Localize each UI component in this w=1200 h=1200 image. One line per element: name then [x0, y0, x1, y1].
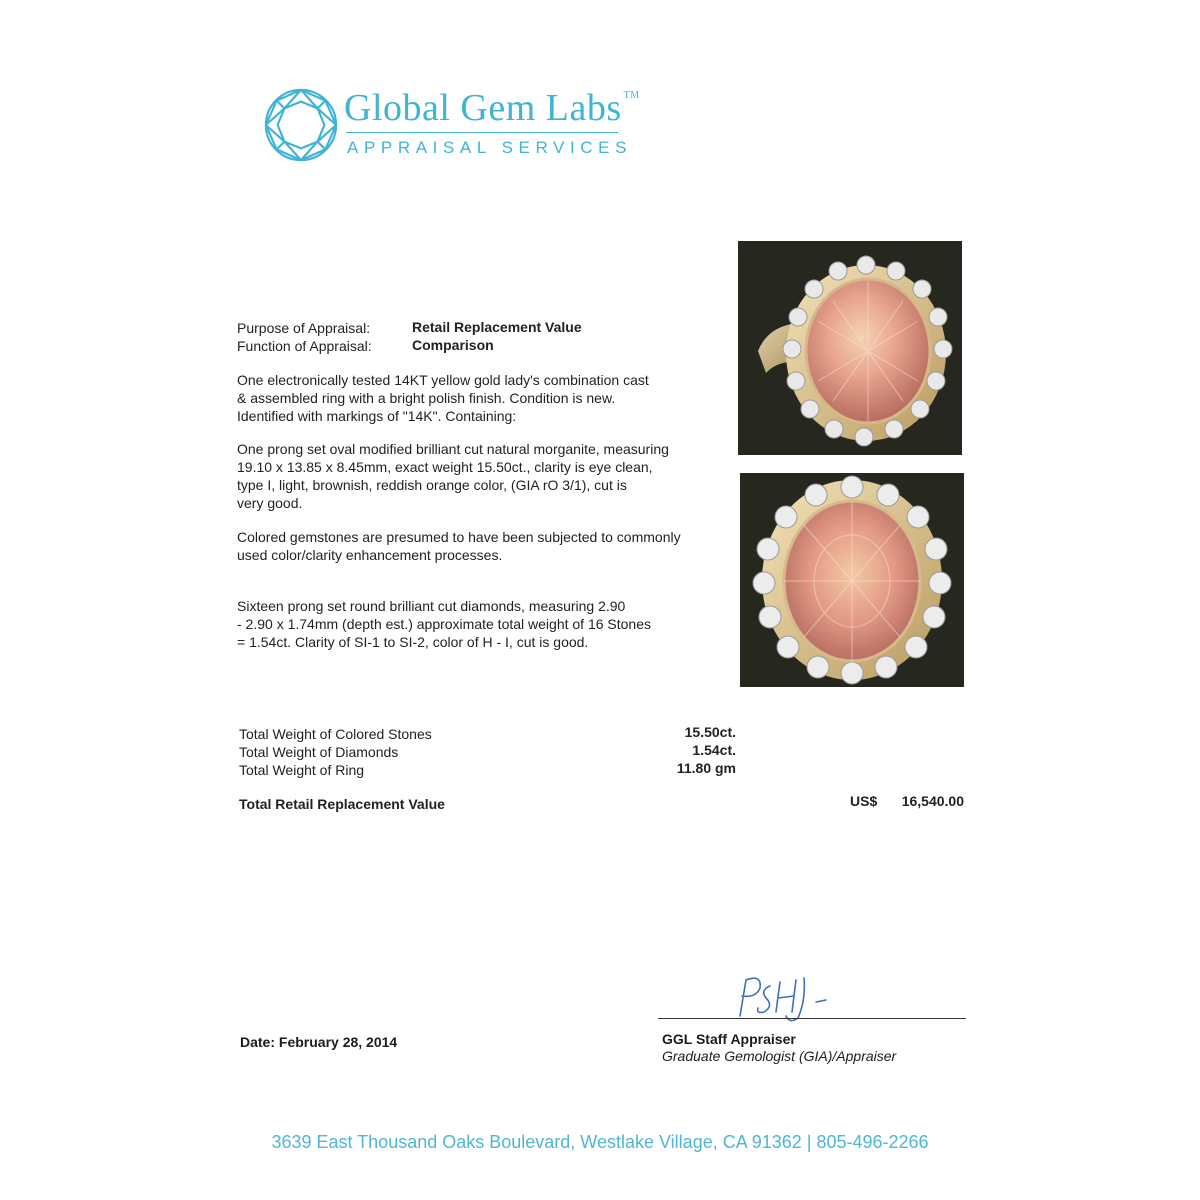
gem-outline-icon	[262, 86, 340, 164]
currency-code: US$	[850, 793, 878, 809]
total-diamonds-value: 1.54ct.	[692, 742, 736, 758]
brand-name: Global Gem Labs ™	[344, 87, 640, 129]
enhancement-note: Colored gemstones are presumed to have been subjected to commonly used color/clarity enhancement processes.	[237, 529, 681, 563]
function-label: Function of Appraisal:	[237, 338, 372, 354]
total-ring-label: Total Weight of Ring	[239, 762, 365, 778]
ring-top-photo	[740, 473, 964, 687]
morganite-description: One prong set oval modified brilliant cut natural morganite, measuring 19.10 x 13.85 x 8.45mm, exact weight 15.50ct., clarity is eye clean, type I, light, brownish, reddish orange color, (GIA rO 3/1), cut is very good.	[237, 441, 669, 511]
signature-line	[658, 1018, 966, 1019]
appraiser-credentials: Graduate Gemologist (GIA)/Appraiser	[662, 1048, 897, 1064]
appraisal-date: Date: February 28, 2014	[240, 1034, 398, 1050]
retail-value-label: Total Retail Replacement Value	[239, 796, 445, 812]
retail-value-amount: 16,540.00	[901, 793, 964, 809]
total-ring-value: 11.80 gm	[676, 760, 736, 776]
footer-address: 3639 East Thousand Oaks Boulevard, Westlake Village, CA 91362 | 805-496-2266	[271, 1132, 929, 1152]
brand-subtitle: APPRAISAL SERVICES	[347, 138, 633, 157]
purpose-label: Purpose of Appraisal:	[237, 320, 371, 336]
ring-side-photo	[738, 241, 962, 455]
trademark-mark: TM	[623, 90, 640, 101]
total-colored-label: Total Weight of Colored Stones	[239, 726, 432, 742]
brand-divider	[346, 132, 618, 133]
total-diamonds-label: Total Weight of Diamonds	[239, 744, 399, 760]
appraiser-signature	[700, 966, 840, 1026]
purpose-value: Retail Replacement Value	[412, 319, 582, 335]
diamonds-description: Sixteen prong set round brilliant cut diamonds, measuring 2.90 - 2.90 x 1.74mm (depth est.) approximate total weight of 16 Stones = 1.54ct. Clarity of SI-1 to SI-2, color of H - I, cut is good.	[237, 598, 651, 650]
function-value: Comparison	[412, 337, 494, 353]
appraiser-title: GGL Staff Appraiser	[662, 1031, 796, 1047]
ring-description: One electronically tested 14KT yellow gold lady's combination cast & assembled ring with a bright polish finish. Condition is new. Identified with markings of "14K". Containing:	[237, 372, 649, 424]
total-colored-value: 15.50ct.	[684, 724, 736, 740]
